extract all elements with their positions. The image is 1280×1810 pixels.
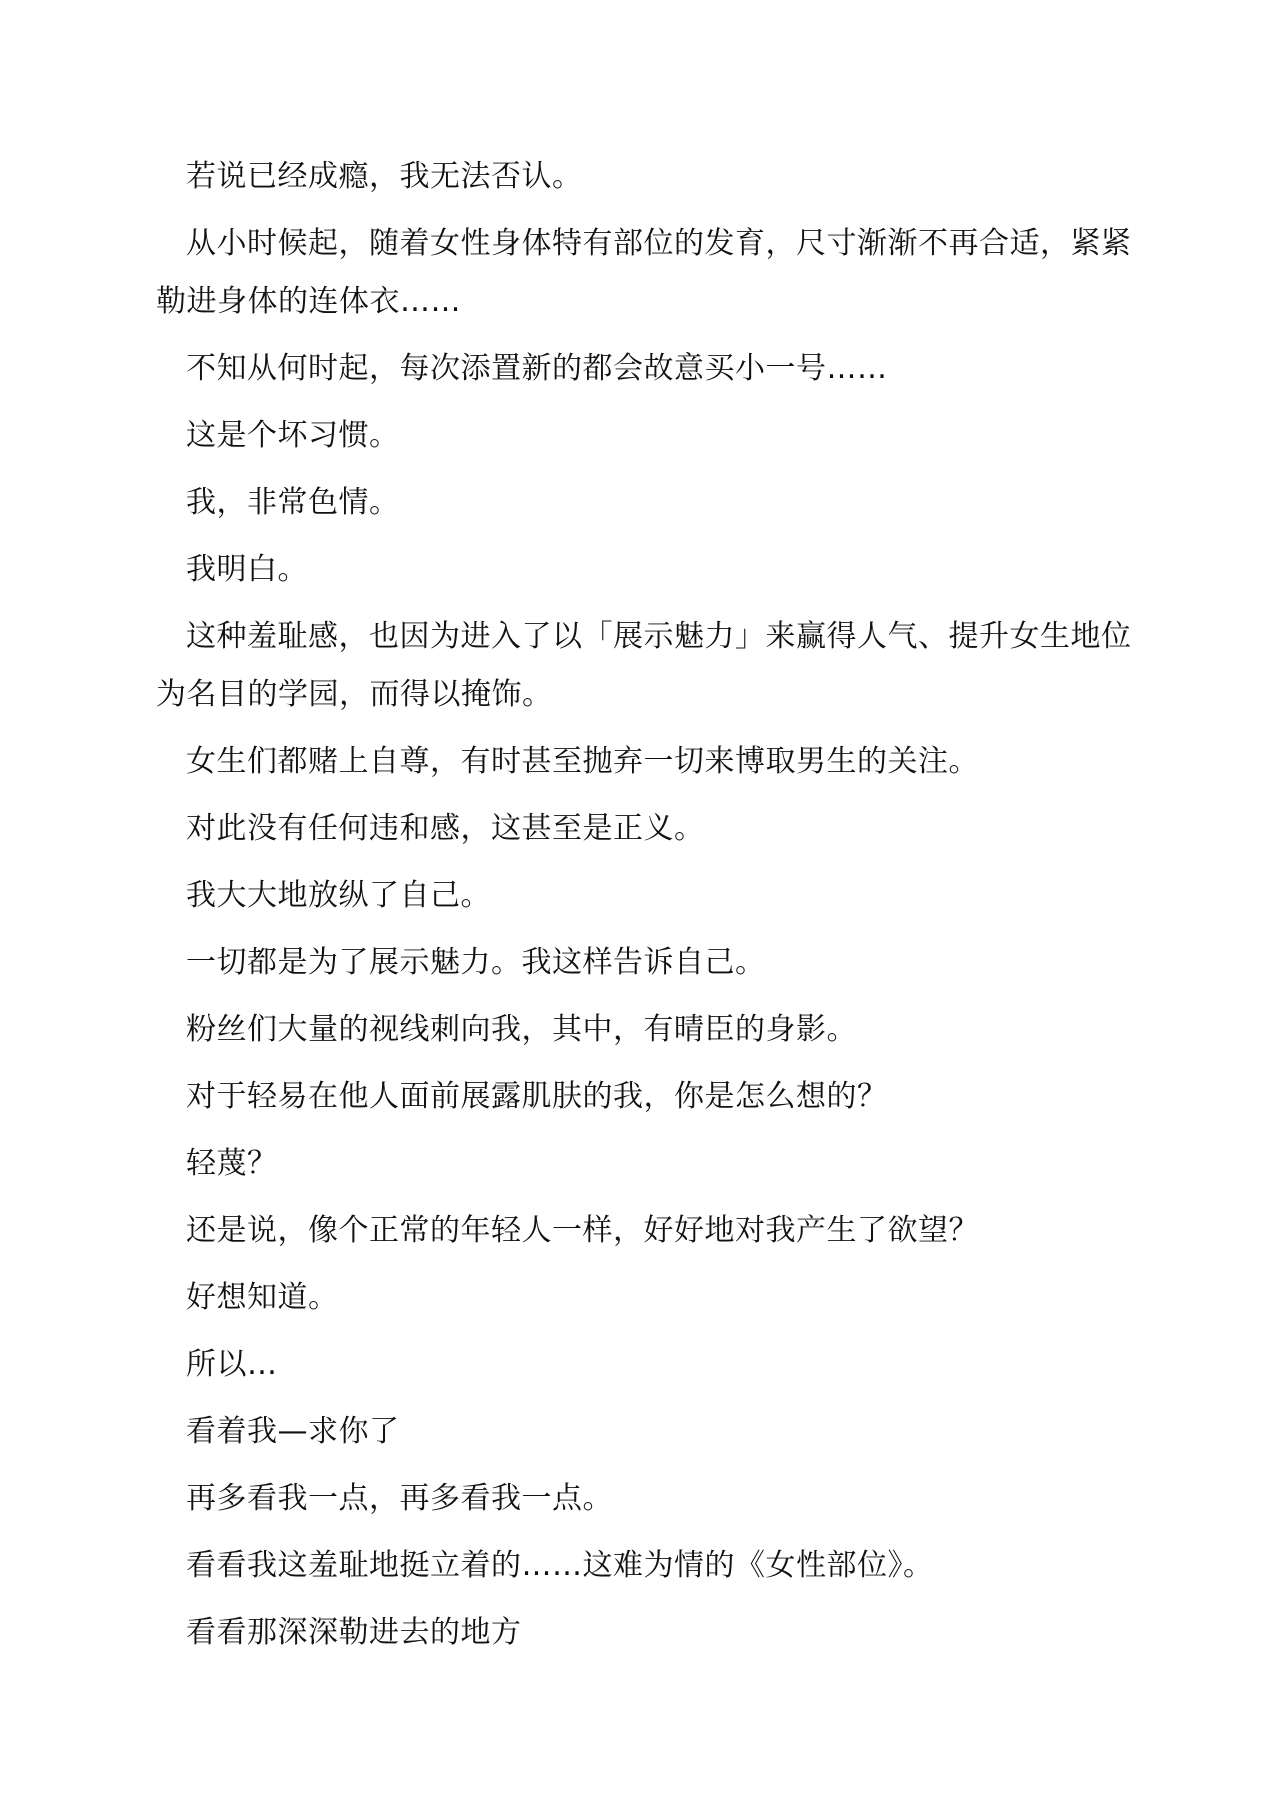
paragraph: 看看那深深勒进去的地方: [186, 1615, 522, 1650]
paragraph: 好想知道。: [186, 1280, 339, 1315]
paragraph: 这种羞耻感，也因为进入了以「展示魅力」来赢得人气、提升女生地位为名目的学园，而得以掩饰。: [156, 619, 1132, 712]
paragraph: 我明白。: [186, 552, 308, 587]
paragraph: 轻蔑？: [186, 1146, 278, 1181]
paragraph: 这是个坏习惯。: [186, 418, 400, 453]
paragraph: 还是说，像个正常的年轻人一样，好好地对我产生了欲望？: [186, 1213, 979, 1248]
paragraph: 不知从何时起，每次添置新的都会故意买小一号……: [186, 351, 888, 386]
paragraph: 对于轻易在他人面前展露肌肤的我，你是怎么想的？: [186, 1079, 888, 1114]
paragraph: 对此没有任何违和感，这甚至是正义。: [186, 811, 705, 846]
paragraph: 一切都是为了展示魅力。我这样告诉自己。: [186, 945, 766, 980]
paragraph: 我大大地放纵了自己。: [186, 878, 491, 913]
paragraph: 我，非常色情。: [186, 485, 400, 520]
paragraph: 所以…: [186, 1347, 278, 1382]
paragraph: 女生们都赌上自尊，有时甚至抛弃一切来博取男生的关注。: [186, 744, 979, 779]
text-body: [156, 148, 1140, 1671]
paragraph: 再多看我一点，再多看我一点。: [186, 1481, 613, 1516]
paragraph: 若说已经成瘾，我无法否认。: [186, 159, 583, 194]
paragraph: 看着我—求你了: [186, 1414, 400, 1449]
paragraph: 从小时候起，随着女性身体特有部位的发育，尺寸渐渐不再合适，紧紧勒进身体的连体衣……: [156, 226, 1132, 319]
paragraph: 粉丝们大量的视线刺向我，其中，有晴臣的身影。: [186, 1012, 857, 1047]
paragraph: 看看我这羞耻地挺立着的……这难为情的《女性部位》。: [186, 1548, 934, 1583]
